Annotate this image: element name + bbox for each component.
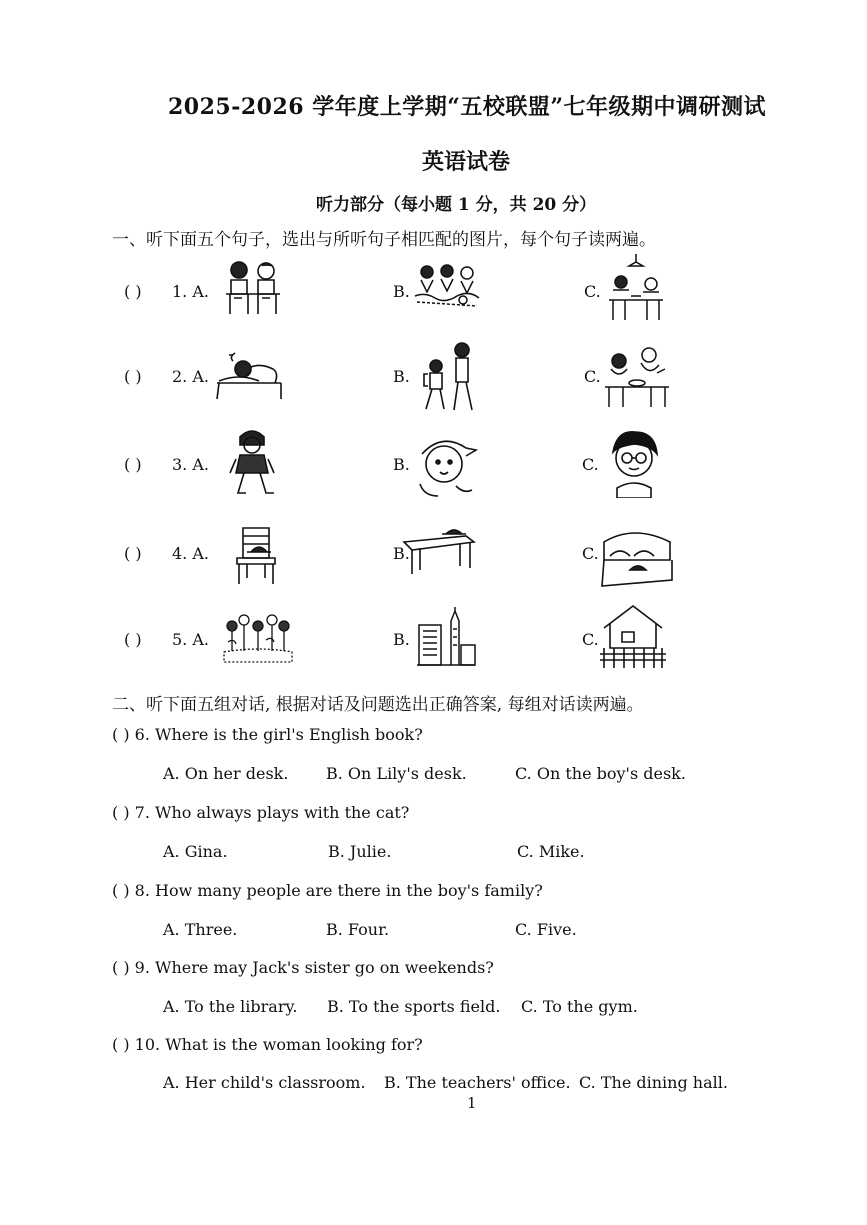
picture-2a-student-sleeping-on-desk bbox=[215, 345, 285, 403]
question-label-3: 3. A. bbox=[172, 455, 209, 474]
option-6b: B. On Lily's desk. bbox=[326, 764, 467, 783]
question-label-2: 2. A. bbox=[172, 367, 209, 386]
option-label-5b: B. bbox=[393, 630, 410, 649]
exam-title: 2025-2026 学年度上学期“五校联盟”七年级期中调研测试 bbox=[168, 94, 767, 120]
picture-3a-boy-standing bbox=[226, 427, 278, 497]
option-10c: C. The dining hall. bbox=[579, 1073, 728, 1092]
section1-instruction: 一、听下面五个句子，选出与所听句子相匹配的图片，每个句子读两遍。 bbox=[112, 230, 656, 250]
option-label-1b: B. bbox=[393, 282, 410, 301]
option-9a: A. To the library. bbox=[163, 997, 298, 1016]
option-label-1c: C. bbox=[584, 282, 601, 301]
answer-bracket-3: ( ) bbox=[124, 455, 142, 474]
option-10b: B. The teachers' office. bbox=[384, 1073, 571, 1092]
option-label-2b: B. bbox=[393, 367, 410, 386]
picture-3b-boy-with-cap bbox=[412, 432, 478, 498]
question-label-5: 5. A. bbox=[172, 630, 209, 649]
answer-bracket-1: ( ) bbox=[124, 282, 142, 301]
question-label-4: 4. A. bbox=[172, 544, 209, 563]
picture-1b-kids-playing bbox=[413, 262, 481, 312]
option-8a: A. Three. bbox=[163, 920, 238, 939]
picture-4c-bed-with-hat bbox=[600, 522, 674, 590]
listening-section-title: 听力部分（每小题 1 分，共 20 分） bbox=[316, 195, 597, 215]
question-6: ( ) 6. Where is the girl's English book? bbox=[112, 725, 423, 744]
option-7b: B. Julie. bbox=[328, 842, 392, 861]
option-label-2c: C. bbox=[584, 367, 601, 386]
section2-instruction: 二、听下面五组对话, 根据对话及问题选出正确答案, 每组对话读两遍。 bbox=[112, 695, 644, 715]
picture-2c-family-eating bbox=[603, 343, 671, 409]
picture-5b-city-buildings bbox=[415, 605, 477, 667]
picture-3c-boy-with-glasses bbox=[605, 430, 663, 498]
answer-bracket-4: ( ) bbox=[124, 544, 142, 563]
picture-4a-chair-with-hat bbox=[233, 524, 283, 586]
option-label-3b: B. bbox=[393, 455, 410, 474]
option-6c: C. On the boy's desk. bbox=[515, 764, 686, 783]
question-7: ( ) 7. Who always plays with the cat? bbox=[112, 803, 410, 822]
option-7a: A. Gina. bbox=[163, 842, 228, 861]
option-9c: C. To the gym. bbox=[521, 997, 638, 1016]
option-10a: A. Her child's classroom. bbox=[163, 1073, 366, 1092]
picture-5c-house-with-fence bbox=[598, 602, 668, 670]
option-label-4b: B. bbox=[393, 544, 410, 563]
option-8b: B. Four. bbox=[326, 920, 390, 939]
option-6a: A. On her desk. bbox=[163, 764, 289, 783]
question-9: ( ) 9. Where may Jack's sister go on weekends? bbox=[112, 958, 494, 977]
picture-5a-garden-flowers bbox=[222, 612, 294, 664]
option-label-4c: C. bbox=[582, 544, 599, 563]
picture-2b-father-and-child-walking bbox=[418, 340, 480, 412]
option-label-3c: C. bbox=[582, 455, 599, 474]
exam-subtitle: 英语试卷 bbox=[422, 149, 511, 175]
answer-bracket-2: ( ) bbox=[124, 367, 142, 386]
answer-bracket-5: ( ) bbox=[124, 630, 142, 649]
question-label-1: 1. A. bbox=[172, 282, 209, 301]
question-8: ( ) 8. How many people are there in the boy's family? bbox=[112, 881, 543, 900]
option-7c: C. Mike. bbox=[517, 842, 585, 861]
picture-4b-desk-with-hat bbox=[400, 524, 476, 580]
option-8c: C. Five. bbox=[515, 920, 577, 939]
option-9b: B. To the sports field. bbox=[327, 997, 501, 1016]
picture-1c-family-dinner bbox=[605, 252, 667, 322]
option-label-5c: C. bbox=[582, 630, 599, 649]
page-number: 1 bbox=[467, 1094, 477, 1112]
picture-1a-students-at-desks bbox=[222, 258, 284, 318]
question-10: ( ) 10. What is the woman looking for? bbox=[112, 1035, 423, 1054]
